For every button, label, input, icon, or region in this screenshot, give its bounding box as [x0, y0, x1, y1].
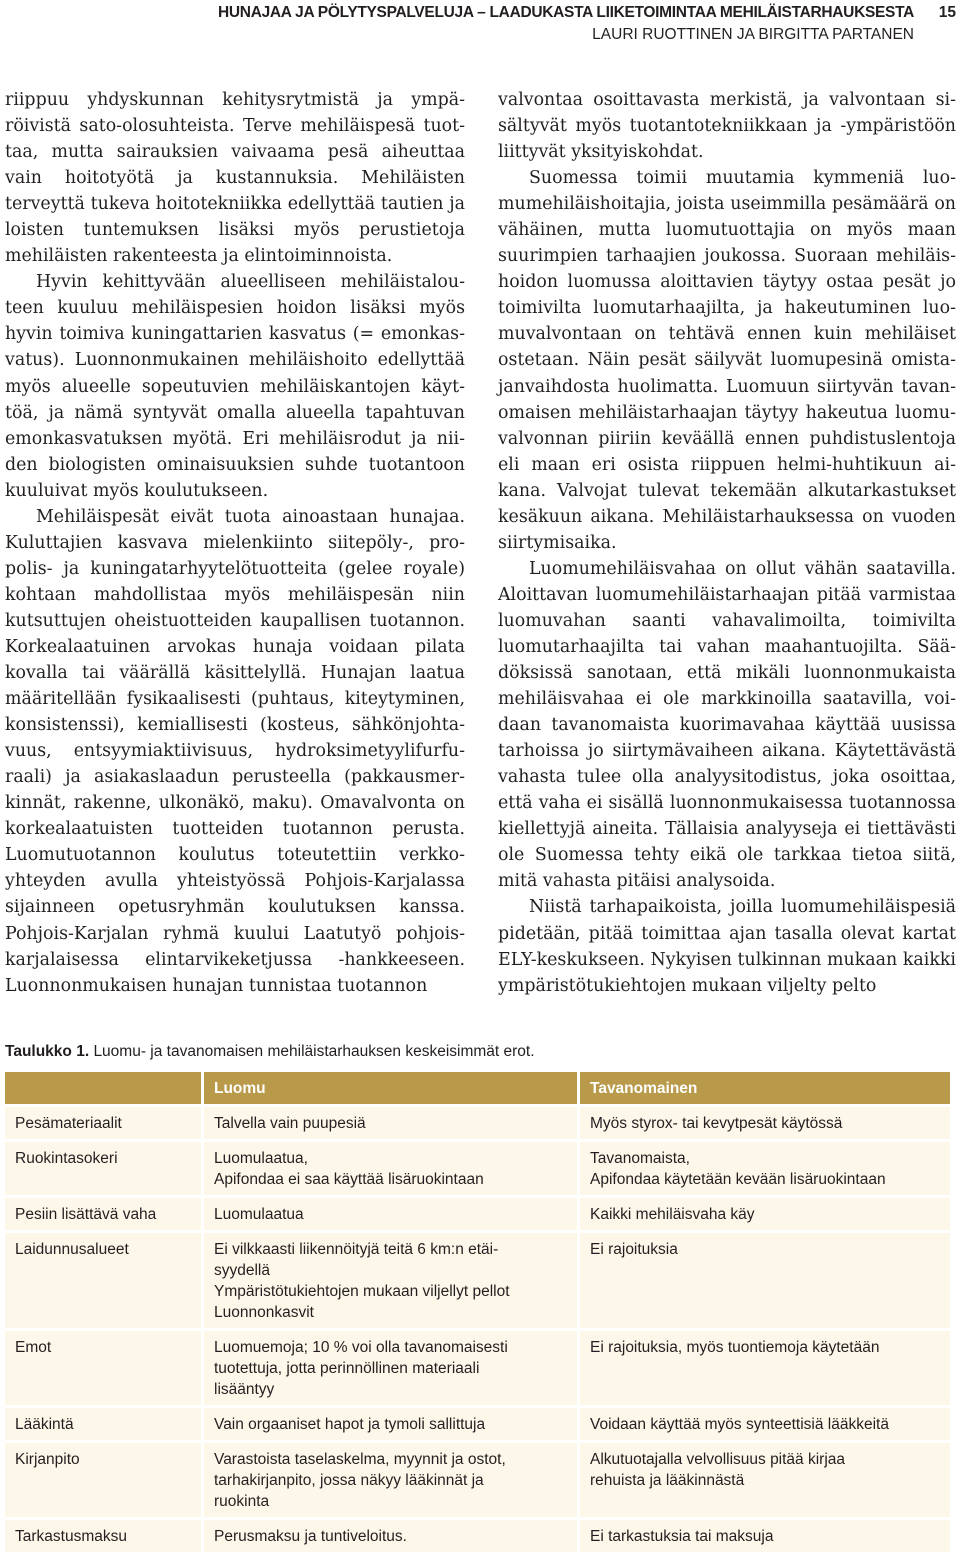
- table-cell: Kaikki mehiläisvaha käy: [577, 1198, 950, 1230]
- comparison-table: [5, 1069, 950, 1555]
- table-cell: Luomuemoja; 10 % voi olla tavanomaisesti tuotettuja, jotta perinnöllinen materiaali lisääntyy: [201, 1331, 577, 1405]
- table-cell: Voidaan käyttää myös synteettisiä lääkkeitä: [577, 1408, 950, 1440]
- table-cell: Emot: [5, 1331, 201, 1405]
- table-cell: Ruokintasokeri: [5, 1142, 201, 1195]
- table-cell: Myös styrox- tai kevytpesät käytössä: [577, 1107, 950, 1139]
- right-column: [498, 87, 956, 999]
- paragraph: Hyvin kehittyvään alueelliseen mehiläistalouteen kuuluu mehiläispesien hoidon lisäksi myös hyvin toimiva kuningattarien kasvatus (= emonkasvatus). Luonnonmukainen mehiläishoito edellyttää myös alueelle sopeutuvien mehiläiskantojen käyttöä, ja nämä syntyvät omalla alueella tapahtuvan emonkasvatuksen myötä. Eri mehiläisrodut ja niiden biologisten ominaisuuksien suhde tuotantoon kuuluivat myös koulutukseen.: [5, 272, 465, 501]
- table-row: [5, 1142, 950, 1195]
- paragraph: valvontaa osoittavasta merkistä, ja valvontaan sisältyvät myös tuotantotekniikkaan ja -ympäristöön liittyvät yksityiskohdat.: [498, 90, 956, 163]
- paragraph: Mehiläispesät eivät tuota ainoastaan hunajaa. Kuluttajien kasvava mielenkiinto siitepöly-, propolis- ja kuningatarhyytelötuotteita (gelee royale) kohtaan mahdollistaa myös mehiläispesän niin kutsuttujen oheistuotteiden kaupallisen tuotannon. Korkealaatuinen arvokas hunaja voidaan pilata kovalla tai väärällä käsittelyllä. Hunajan laatua määritellään fysikaalisesti (puhtaus, kiteytyminen, konsistenssi), kemiallisesti (kosteus, sähkönjohtavuus, entsyymiaktiivisuus, hydroksimetyylifurfuraali) ja asiakaslaadun perusteella (pakkausmerkinnät, rakenne, ulkonäkö, maku). Omavalvonta on korkealaatuisten tuotteiden tuotannon perusta. Luomutuotannon koulutus toteutettiin verkkoyhteyden avulla yhteistyössä Pohjois-Karjalassa sijainneen opetusryhmän koulutuksen kanssa. Pohjois-Karjalan ryhmä kuului Laatutyö pohjoiskarjalaisessa elintarvikeketjussa -hankkeeseen. Luonnonmukaisen hunajan tunnistaa tuotannon: [5, 506, 465, 996]
- table-cell: Perusmaksu ja tuntiveloitus.: [201, 1520, 577, 1552]
- table-caption: [5, 1043, 535, 1061]
- table-row: [5, 1198, 950, 1230]
- page-number: 15: [938, 4, 956, 21]
- table-cell: Ei vilkkaasti liikennöityjä teitä 6 km:n etäi- syydellä Ympäristötukiehtojen mukaan viljellyt pellot Luonnonkasvit: [201, 1233, 577, 1328]
- table-cell: Ei rajoituksia, myös tuontiemoja käytetään: [577, 1331, 950, 1405]
- table-cell: Pesiin lisättävä vaha: [5, 1198, 201, 1230]
- table-row: [5, 1331, 950, 1405]
- paragraph: Suomessa toimii muutamia kymmeniä luomumehiläishoitajia, joista useimmilla pesämäärä on vähäinen, mutta luomutuottajia on myös maan suurimpien tarhaajien joukossa. Suoraan mehiläishoidon luomussa aloittavien täytyy ostaa pesät jo toimivilta luomutarhaajilta, ja hakeutuminen luomuvalvontaan on tehtävä ennen kuin mehiläiset ostetaan. Näin pesät säilyvät luomupesinä omistajanvaihdosta huolimatta. Luomuun siirtyvän tavanomaisen mehiläistarhaajan täytyy hakeutua luomuvalvonnan piiriin keväällä ennen puhdistuslentoja eli maan eri osista riippuen helmi-huhtikuun aikana. Valvojat tulevat tekemään alkutarkastukset kesäkuun aikana. Mehiläistarhauksessa on vuoden siirtymisaika.: [498, 168, 956, 553]
- header-cell: Tavanomainen: [577, 1072, 950, 1104]
- table-cell: Luomulaatua, Apifondaa ei saa käyttää lisäruokintaan: [201, 1142, 577, 1195]
- paragraph: riippuu yhdyskunnan kehitysrytmistä ja ympäröivistä sato-olosuhteista. Terve mehiläispesä tuottaa, mutta sairauksien vaivaama pesä aiheuttaa vain hoitotyötä ja kustannuksia. Mehiläisten terveyttä tukeva hoitotekniikka edellyttää tautien ja loisten tuntemuksen lisäksi myös perustietoja mehiläisten rakenteesta ja elintoiminnoista.: [5, 90, 465, 267]
- header-cell: [5, 1072, 201, 1104]
- table-row: [5, 1107, 950, 1139]
- table-cell: Vain orgaaniset hapot ja tymoli sallittuja: [201, 1408, 577, 1440]
- table-cell: Tarkastusmaksu: [5, 1520, 201, 1552]
- running-title: HUNAJAA JA PÖLYTYSPALVELUJA – LAADUKASTA LIIKETOIMINTAA MEHILÄISTARHAUKSESTA: [218, 4, 914, 21]
- table-cell: Talvella vain puupesiä: [201, 1107, 577, 1139]
- table-cell: Ei rajoituksia: [577, 1233, 950, 1328]
- table-caption-text: Luomu- ja tavanomaisen mehiläistarhauksen keskeisimmät erot.: [93, 1043, 535, 1060]
- table-cell: Tavanomaista, Apifondaa käytetään kevään lisäruokintaan: [577, 1142, 950, 1195]
- left-column: [5, 87, 465, 999]
- table-cell: Laidunnusalueet: [5, 1233, 201, 1328]
- paragraph: Niistä tarhapaikoista, joilla luomumehiläispesiä pidetään, pitää toimittaa ajan tasalla olevat kartat ELY-keskukseen. Nykyisen tulkinnan mukaan kaikki ympäristötukiehtojen mukaan viljelty pelto: [498, 897, 956, 996]
- running-authors: LAURI RUOTTINEN JA BIRGITTA PARTANEN: [592, 26, 914, 43]
- table-header-row: [5, 1072, 950, 1104]
- table-row: [5, 1233, 950, 1328]
- table-row: [5, 1520, 950, 1552]
- table-cell: Pesämateriaalit: [5, 1107, 201, 1139]
- table-cell: Luomulaatua: [201, 1198, 577, 1230]
- table-caption-label: Taulukko 1.: [5, 1043, 90, 1060]
- table-cell: Kirjanpito: [5, 1443, 201, 1517]
- table-row: [5, 1408, 950, 1440]
- table-row: [5, 1443, 950, 1517]
- table-cell: Ei tarkastuksia tai maksuja: [577, 1520, 950, 1552]
- paragraph: Luomumehiläisvahaa on ollut vähän saatavilla. Aloittavan luomumehiläistarhaajan pitää varmistaa luomuvahan saanti vahavalimoilta, toimivilta luomutarhaajilta tai vahan maahantuojilta. Säädöksissä sanotaan, että mikäli luonnonmukaista mehiläisvahaa ei ole markkinoilla saatavilla, voidaan tavanomaista kuorimavahaa käyttää uusissa tarhoissa jo siirtymävaiheen aikana. Käytettävästä vahasta tulee olla analyysitodistus, joka osoittaa, että vaha ei sisällä luonnonmukaisessa tuotannossa kiellettyjä aineita. Tällaisia analyyseja ei tiettävästi ole Suomessa tehty eikä ole tarkkaa tietoa siitä, mitä vahasta pitäisi analysoida.: [498, 558, 956, 892]
- table-cell: Varastoista taselaskelma, myynnit ja ostot, tarhakirjanpito, jossa näkyy lääkinnät ja ruokinta: [201, 1443, 577, 1517]
- table-cell: Alkutuotajalla velvollisuus pitää kirjaa rehuista ja lääkinnästä: [577, 1443, 950, 1517]
- header-cell: Luomu: [201, 1072, 577, 1104]
- table-cell: Lääkintä: [5, 1408, 201, 1440]
